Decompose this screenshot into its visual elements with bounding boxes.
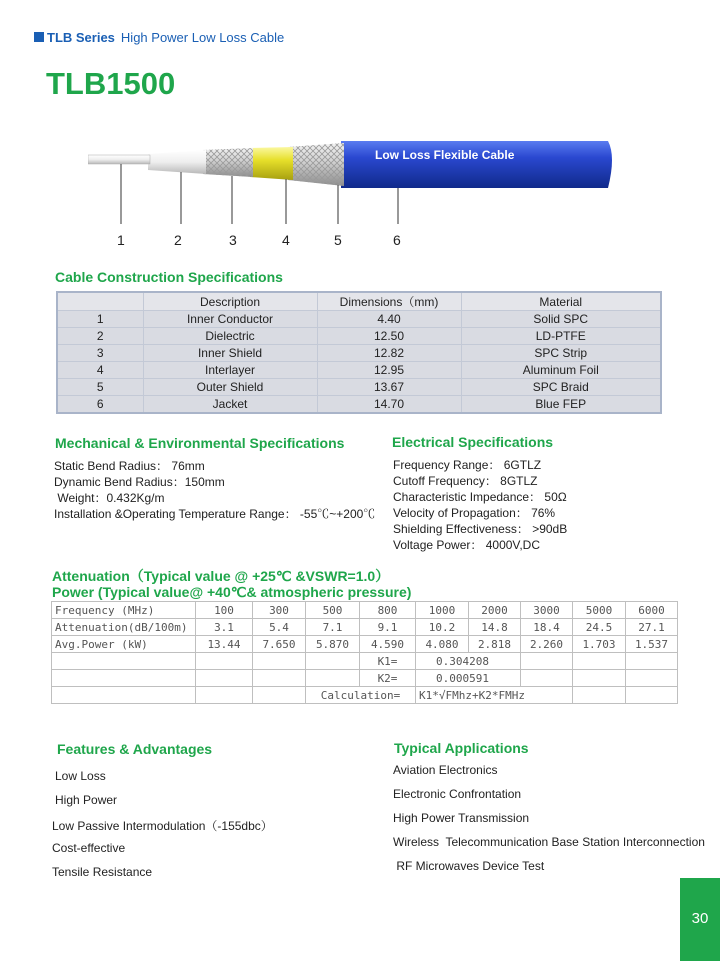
table-cell: 12.50	[317, 328, 461, 345]
table-cell: 13.67	[317, 379, 461, 396]
callout-3: 3	[229, 232, 237, 248]
table-cell: 5.4	[253, 619, 306, 636]
table-cell: Interlayer	[143, 362, 317, 379]
electrical-line: Characteristic Impedance： 50Ω	[393, 490, 567, 504]
table-cell: 4.080	[416, 636, 469, 653]
series-description: High Power Low Loss Cable	[120, 30, 285, 45]
calculation-label: Calculation=	[306, 687, 416, 704]
table-row	[52, 653, 678, 670]
table-cell: Inner Conductor	[143, 311, 317, 328]
table-cell: 12.82	[317, 345, 461, 362]
table-row	[52, 619, 678, 636]
applications-title: Typical Applications	[394, 740, 529, 756]
table-cell: 5000	[573, 602, 626, 619]
table-cell: 100	[196, 602, 253, 619]
table-cell: 5.870	[306, 636, 360, 653]
attenuation-table	[51, 601, 678, 704]
table-cell: Dielectric	[143, 328, 317, 345]
electrical-line: Cutoff Frequency： 8GTLZ	[393, 474, 538, 488]
table-cell: 1.537	[626, 636, 678, 653]
table-cell: 3	[57, 345, 143, 362]
table-cell: Inner Shield	[143, 345, 317, 362]
table-cell: Solid SPC	[461, 311, 661, 328]
table-cell: 12.95	[317, 362, 461, 379]
mechanical-line: Static Bend Radius： 76mm	[54, 459, 205, 473]
k2-label: K2=	[360, 670, 416, 687]
page-number: 30	[691, 910, 709, 927]
power-title: Power (Typical value@ +40℃& atmospheric pressure)	[52, 584, 412, 600]
table-cell: 7.650	[253, 636, 306, 653]
electrical-title: Electrical Specifications	[392, 434, 554, 450]
mechanical-line: Weight：0.432Kg/m	[54, 491, 165, 505]
feature-item: Cost-effective	[52, 841, 126, 855]
table-cell: Outer Shield	[143, 379, 317, 396]
table-cell: 14.70	[317, 396, 461, 414]
callout-2: 2	[174, 232, 182, 248]
calculation-formula: K1*√FMhz+K2*FMHz	[416, 687, 573, 704]
series-name: TLB Series	[47, 30, 115, 45]
table-cell: Attenuation(dB/100m)	[52, 619, 196, 636]
table-cell: 2000	[469, 602, 521, 619]
application-item: Wireless Telecommunication Base Station Interconnection	[393, 835, 705, 849]
cable-inner-conductor	[88, 155, 150, 164]
table-cell: 500	[306, 602, 360, 619]
table-cell: 24.5	[573, 619, 626, 636]
electrical-line: Frequency Range： 6GTLZ	[393, 458, 542, 472]
table-cell: 2	[57, 328, 143, 345]
table-row	[57, 379, 661, 396]
table-cell: 4	[57, 362, 143, 379]
k1-label: K1=	[360, 653, 416, 670]
features-title: Features & Advantages	[57, 741, 213, 757]
table-row	[57, 396, 661, 414]
table-cell: 3.1	[196, 619, 253, 636]
table-cell: 300	[253, 602, 306, 619]
table-cell: 2.818	[469, 636, 521, 653]
table-cell: Avg.Power (kW)	[52, 636, 196, 653]
table-cell: 2.260	[521, 636, 573, 653]
table-cell: 1	[57, 311, 143, 328]
table-row	[57, 311, 661, 328]
table-header-cell: Dimensions（mm)	[317, 292, 461, 311]
mechanical-title: Mechanical & Environmental Specifications	[55, 435, 345, 451]
table-cell: Jacket	[143, 396, 317, 414]
series-header	[34, 30, 284, 45]
table-cell: 6000	[626, 602, 678, 619]
callout-5: 5	[334, 232, 342, 248]
table-cell: 14.8	[469, 619, 521, 636]
table-cell: 800	[360, 602, 416, 619]
table-header-cell	[57, 292, 143, 311]
table-row	[52, 670, 678, 687]
table-row	[57, 362, 661, 379]
table-cell: 6	[57, 396, 143, 414]
feature-item: Tensile Resistance	[52, 865, 153, 879]
construction-table	[56, 291, 662, 414]
electrical-line: Velocity of Propagation： 76%	[393, 506, 556, 520]
square-bullet-icon	[34, 32, 44, 42]
feature-item: Low Loss	[55, 769, 106, 783]
table-cell: SPC Braid	[461, 379, 661, 396]
table-row	[57, 345, 661, 362]
table-row	[57, 328, 661, 345]
cable-illustration	[88, 130, 618, 230]
table-cell: 4.40	[317, 311, 461, 328]
table-cell: 9.1	[360, 619, 416, 636]
callout-1: 1	[117, 232, 125, 248]
application-item: RF Microwaves Device Test	[393, 859, 545, 873]
table-cell: Frequency (MHz)	[52, 602, 196, 619]
application-item: Electronic Confrontation	[393, 787, 522, 801]
table-header-row	[57, 292, 661, 311]
table-cell: 18.4	[521, 619, 573, 636]
table-header-cell: Material	[461, 292, 661, 311]
electrical-line: Shielding Effectiveness： >90dB	[393, 522, 568, 536]
feature-item: High Power	[55, 793, 118, 807]
table-cell: 10.2	[416, 619, 469, 636]
feature-item: Low Passive Intermodulation（-155dbc）	[52, 819, 273, 833]
table-cell: 1000	[416, 602, 469, 619]
jacket-label: Low Loss Flexible Cable	[375, 148, 515, 162]
table-cell: SPC Strip	[461, 345, 661, 362]
callout-4: 4	[282, 232, 290, 248]
construction-title: Cable Construction Specifications	[55, 269, 283, 285]
application-item: Aviation Electronics	[393, 763, 498, 777]
cable-interlayer	[250, 147, 293, 180]
page-title: TLB1500	[46, 66, 176, 101]
table-cell: 5	[57, 379, 143, 396]
application-item: High Power Transmission	[393, 811, 530, 825]
table-row	[52, 687, 678, 704]
table-cell: 3000	[521, 602, 573, 619]
electrical-line: Voltage Power： 4000V,DC	[393, 538, 540, 552]
table-cell: 27.1	[626, 619, 678, 636]
cable-dielectric	[148, 150, 206, 174]
table-cell: 1.703	[573, 636, 626, 653]
table-cell: 7.1	[306, 619, 360, 636]
mechanical-line: Installation &Operating Temperature Range： -55℃~+200℃	[54, 507, 376, 521]
table-cell: 4.590	[360, 636, 416, 653]
k1-value: 0.304208	[416, 653, 521, 670]
attenuation-title: Attenuation（Typical value @ +25℃ &VSWR=1.0）	[52, 568, 390, 584]
mechanical-line: Dynamic Bend Radius：150mm	[54, 475, 225, 489]
callout-6: 6	[393, 232, 401, 248]
table-header-cell: Description	[143, 292, 317, 311]
table-cell: Blue FEP	[461, 396, 661, 414]
table-row	[52, 636, 678, 653]
table-cell: LD-PTFE	[461, 328, 661, 345]
table-cell: Aluminum Foil	[461, 362, 661, 379]
k2-value: 0.000591	[416, 670, 521, 687]
table-cell: 13.44	[196, 636, 253, 653]
table-row	[52, 602, 678, 619]
